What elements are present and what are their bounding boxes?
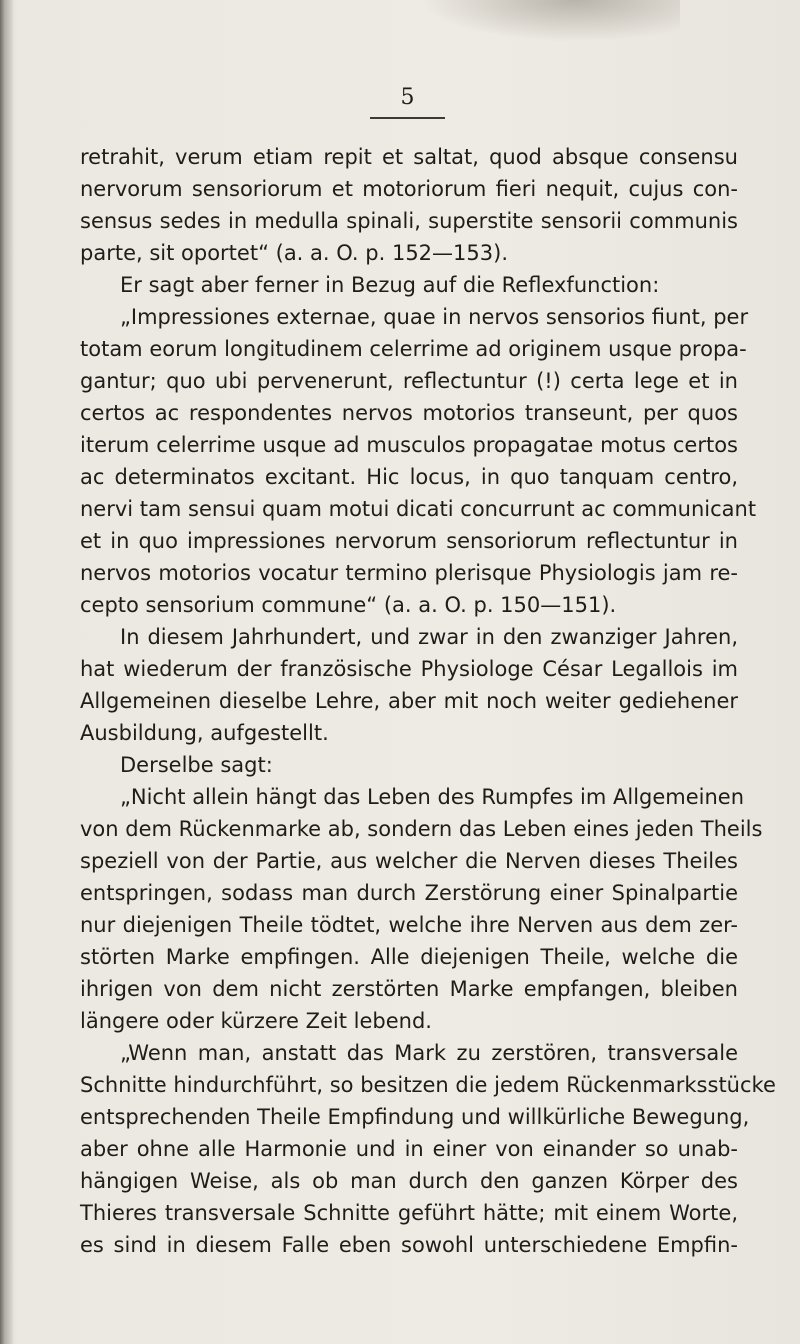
text-line: aber ohne alle Harmonie und in einer von einander so unab- — [80, 1137, 738, 1161]
text-line: Er sagt aber ferner in Bezug auf die Reflexfunction: — [120, 273, 660, 297]
text-line: „Nicht allein hängt das Leben des Rumpfes im Allgemeinen — [120, 785, 745, 809]
body-text — [80, 141, 776, 1261]
text-line: ihrigen von dem nicht zerstörten Marke empfangen, bleiben — [80, 977, 738, 1001]
text-line: Derselbe sagt: — [120, 753, 273, 777]
text-line: retrahit, verum etiam repit et saltat, quod absque consensu — [80, 145, 738, 169]
text-line: certos ac respondentes nervos motorios transeunt, per quos — [80, 401, 738, 425]
binding-shadow — [0, 0, 14, 1344]
text-line: von dem Rückenmarke ab, sondern das Leben eines jeden Theils — [80, 817, 763, 841]
text-line: „Wenn man, anstatt das Mark zu zerstören, transversale — [120, 1041, 738, 1065]
text-line: ac determinatos excitant. Hic locus, in quo tanquam centro, — [80, 465, 738, 489]
text-line: parte, sit oportet“ (a. a. O. p. 152—153). — [80, 241, 508, 265]
text-line: hat wiederum der französische Physiologe César Legallois im — [80, 657, 738, 681]
text-line: gantur; quo ubi pervenerunt, reflectuntur (!) certa lege et in — [80, 369, 738, 393]
text-line: sensus sedes in medulla spinali, superstite sensorii communis — [80, 209, 738, 233]
text-line: nervi tam sensui quam motui dicati concurrunt ac communicant — [80, 497, 757, 521]
text-line: nervorum sensoriorum et motoriorum fieri nequit, cujus con- — [80, 177, 738, 201]
text-line: et in quo impressiones nervorum sensoriorum reflectuntur in — [80, 529, 738, 553]
text-line: Schnitte hindurchführt, so besitzen die jedem Rückenmarksstücke — [80, 1073, 776, 1097]
text-line: hängigen Weise, als ob man durch den ganzen Körper des — [80, 1169, 738, 1193]
page-number-rule — [370, 117, 445, 119]
text-line: Thieres transversale Schnitte geführt hätte; mit einem Worte, — [80, 1201, 738, 1225]
text-line: längere oder kürzere Zeit lebend. — [80, 1009, 432, 1033]
text-line: speziell von der Partie, aus welcher die Nerven dieses Theiles — [80, 849, 738, 873]
text-line: totam eorum longitudinem celerrime ad originem usque propa- — [80, 337, 747, 361]
text-line: nervos motorios vocatur termino plerisque Physiologis jam re- — [80, 561, 738, 585]
text-line: cepto sensorium commune“ (a. a. O. p. 150—151). — [80, 593, 617, 617]
text-line: „Impressiones externae, quae in nervos sensorios fiunt, per — [120, 305, 749, 329]
page-number: 5 — [400, 85, 415, 110]
text-line: nur diejenigen Theile tödtet, welche ihre Nerven aus dem zer- — [80, 913, 738, 937]
text-line: störten Marke empfingen. Alle diejenigen Theile, welche die — [80, 945, 738, 969]
text-line: entsprechenden Theile Empfindung und willkürliche Bewegung, — [80, 1105, 750, 1129]
text-line: Allgemeinen dieselbe Lehre, aber mit noch weiter gediehener — [80, 689, 738, 713]
text-line: entspringen, sodass man durch Zerstörung einer Spinalpartie — [80, 881, 738, 905]
text-line: es sind in diesem Falle eben sowohl unterschiedene Empfin- — [80, 1233, 738, 1257]
text-line: In diesem Jahrhundert, und zwar in den zwanziger Jahren, — [120, 625, 738, 649]
text-line: iterum celerrime usque ad musculos propagatae motus certos — [80, 433, 738, 457]
paper-stain — [420, 0, 680, 42]
text-line: Ausbildung, aufgestellt. — [80, 721, 329, 745]
